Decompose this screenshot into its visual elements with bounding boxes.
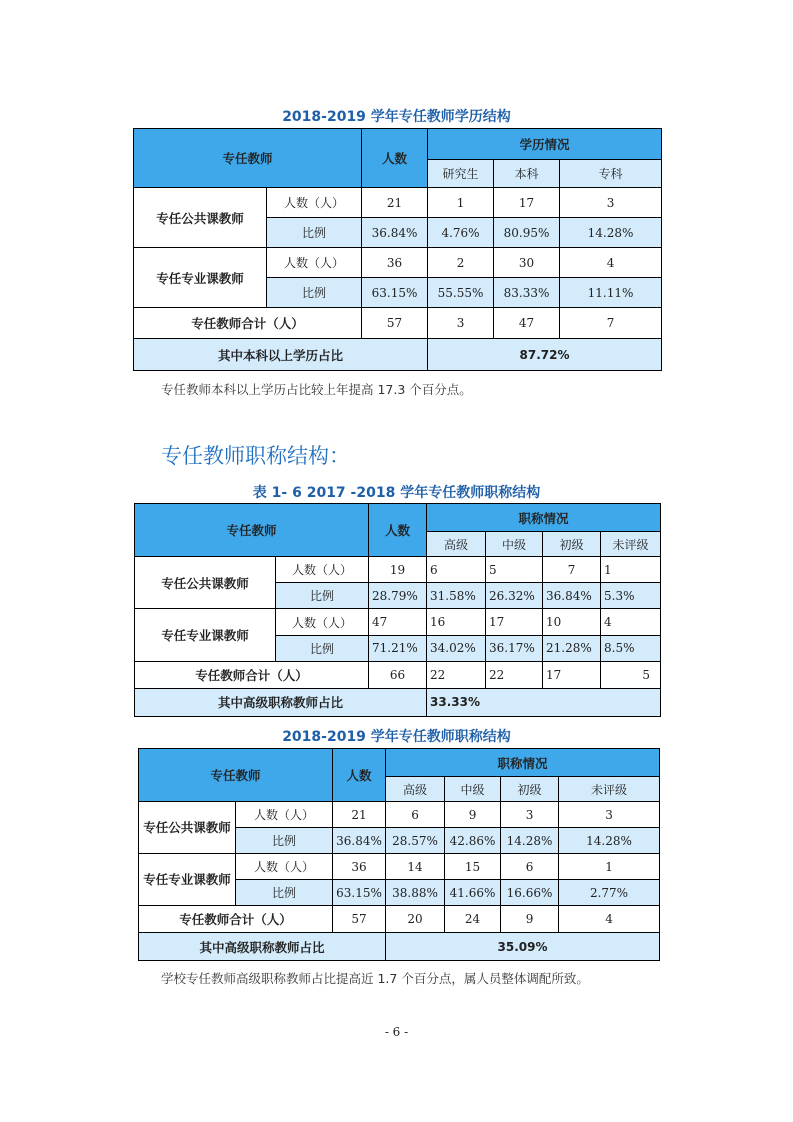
row-label-professional: 专任专业课教师 [135,609,276,661]
education-structure-table [133,128,662,371]
table2-title: 表 1- 6 2017 -2018 学年专任教师职称结构 [252,485,541,501]
table-cell: 22 [486,661,543,688]
table-cell: 71.21% [369,635,427,661]
table-cell: 38.88% [386,880,445,906]
table-cell: 83.33% [494,278,560,308]
table-cell: 6 [427,557,486,583]
table-cell: 5 [601,661,661,688]
table-cell: 17 [486,609,543,635]
table-cell: 3 [501,802,559,828]
table-cell: 41.66% [445,880,501,906]
header-junior: 初级 [501,777,559,802]
table-cell: 16 [427,609,486,635]
total-label: 专任教师合计（人） [139,906,333,933]
header-bachelor: 本科 [494,160,560,188]
table-cell: 16.66% [501,880,559,906]
table-cell: 21 [362,188,428,218]
table-cell: 3 [559,802,660,828]
table-cell: 11.11% [560,278,662,308]
count-label: 人数（人） [236,854,333,880]
table-cell: 3 [560,188,662,218]
table-cell: 17 [494,188,560,218]
table-cell: 14.28% [559,828,660,854]
table-cell: 36 [362,248,428,278]
header-college: 专科 [560,160,662,188]
table-cell: 7 [560,308,662,339]
table-cell: 14 [386,854,445,880]
header-count: 人数 [333,749,386,802]
count-label: 人数（人） [267,248,362,278]
ratio-label: 比例 [276,635,369,661]
table-cell: 36.17% [486,635,543,661]
ratio-label: 比例 [236,880,333,906]
total-label: 专任教师合计（人） [135,661,369,688]
table-cell: 4.76% [428,218,494,248]
title-structure-table-2017 [134,503,661,717]
count-label: 人数（人） [276,609,369,635]
header-count: 人数 [362,129,428,188]
page-number: - 6 - [384,1025,409,1039]
education-note: 专任教师本科以上学历占比较上年提高 17.3 个百分点。 [161,382,472,397]
ratio-label: 比例 [236,828,333,854]
table-cell: 66 [369,661,427,688]
header-postgraduate: 研究生 [428,160,494,188]
table-cell: 2.77% [559,880,660,906]
table-cell: 22 [427,661,486,688]
share-label: 其中本科以上学历占比 [134,339,428,371]
count-label: 人数（人） [267,188,362,218]
header-unrated: 未评级 [559,777,660,802]
table-cell: 3 [428,308,494,339]
table-cell: 36 [333,854,386,880]
table3-title: 2018-2019 学年专任教师职称结构 [282,729,511,745]
share-label: 其中高级职称教师占比 [135,688,427,716]
table1-title: 2018-2019 学年专任教师学历结构 [282,109,511,125]
table-cell: 4 [559,906,660,933]
table-cell: 26.32% [486,583,543,609]
table-cell: 47 [494,308,560,339]
table-cell: 20 [386,906,445,933]
row-label-public: 专任公共课教师 [139,802,236,854]
table-cell: 1 [428,188,494,218]
table-cell: 14.28% [501,828,559,854]
table-cell: 21.28% [543,635,601,661]
header-unrated: 未评级 [601,532,661,557]
row-label-professional: 专任专业课教师 [134,248,267,308]
table-cell: 5 [486,557,543,583]
table-cell: 2 [428,248,494,278]
table-cell: 21 [333,802,386,828]
table-cell: 4 [560,248,662,278]
table-cell: 4 [601,609,661,635]
table-cell: 36.84% [543,583,601,609]
header-senior: 高级 [427,532,486,557]
title-note: 学校专任教师高级职称教师占比提高近 1.7 个百分点，属人员整体调配所致。 [161,971,589,986]
table-cell: 17 [543,661,601,688]
table-cell: 42.86% [445,828,501,854]
table-cell: 10 [543,609,601,635]
table-cell: 47 [369,609,427,635]
header-teacher: 专任教师 [139,749,333,802]
table-cell: 31.58% [427,583,486,609]
table-cell: 9 [445,802,501,828]
table-cell: 8.5% [601,635,661,661]
table-cell: 24 [445,906,501,933]
table-cell: 63.15% [362,278,428,308]
row-label-public: 专任公共课教师 [135,557,276,609]
share-value: 35.09% [386,933,660,961]
header-education: 学历情况 [428,129,662,160]
ratio-label: 比例 [267,278,362,308]
table-cell: 34.02% [427,635,486,661]
header-intermediate: 中级 [486,532,543,557]
table-cell: 15 [445,854,501,880]
header-intermediate: 中级 [445,777,501,802]
count-label: 人数（人） [236,802,333,828]
header-title-status: 职称情况 [427,504,661,532]
header-teacher: 专任教师 [134,129,362,188]
section-heading: 专任教师职称结构： [161,444,350,468]
ratio-label: 比例 [276,583,369,609]
header-teacher: 专任教师 [135,504,369,557]
header-junior: 初级 [543,532,601,557]
table-cell: 36.84% [362,218,428,248]
table-cell: 1 [559,854,660,880]
table-cell: 28.57% [386,828,445,854]
table-cell: 28.79% [369,583,427,609]
table-cell: 57 [362,308,428,339]
table-cell: 5.3% [601,583,661,609]
table-cell: 7 [543,557,601,583]
table-cell: 80.95% [494,218,560,248]
table-cell: 19 [369,557,427,583]
header-count: 人数 [369,504,427,557]
share-label: 其中高级职称教师占比 [139,933,386,961]
table-cell: 1 [601,557,661,583]
table-cell: 57 [333,906,386,933]
ratio-label: 比例 [267,218,362,248]
table-cell: 6 [386,802,445,828]
table-cell: 30 [494,248,560,278]
count-label: 人数（人） [276,557,369,583]
table-cell: 63.15% [333,880,386,906]
share-value: 87.72% [428,339,662,371]
row-label-public: 专任公共课教师 [134,188,267,248]
table-cell: 6 [501,854,559,880]
table-cell: 14.28% [560,218,662,248]
title-structure-table-2018 [138,748,660,961]
header-senior: 高级 [386,777,445,802]
table-cell: 55.55% [428,278,494,308]
table-cell: 9 [501,906,559,933]
total-label: 专任教师合计（人） [134,308,362,339]
table-cell: 36.84% [333,828,386,854]
row-label-professional: 专任专业课教师 [139,854,236,906]
share-value: 33.33% [427,688,661,716]
header-title-status: 职称情况 [386,749,660,777]
